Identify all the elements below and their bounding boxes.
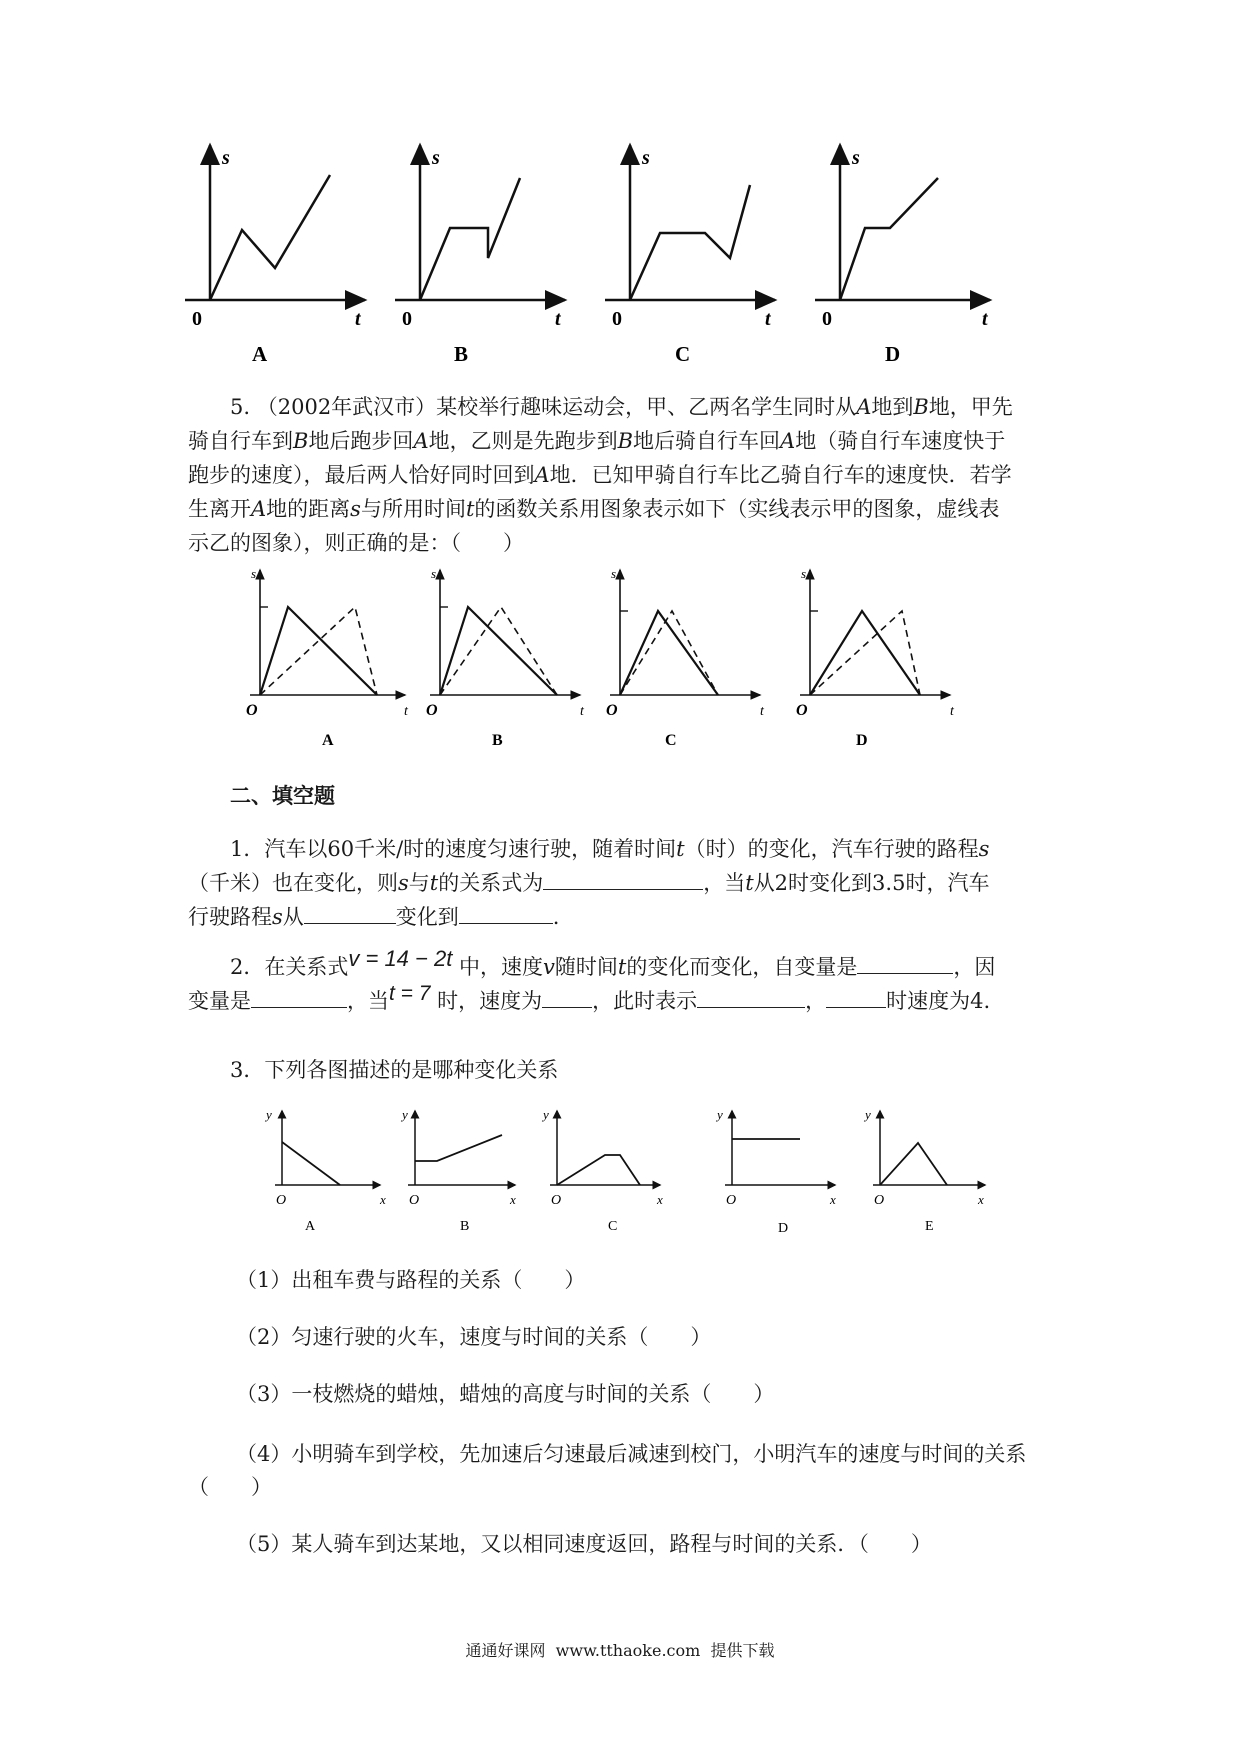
origin-label: 0 [822,308,832,330]
svg-text:O: O [796,702,808,719]
q3-graphs [250,1105,1010,1235]
top-graphs [180,140,1080,370]
svg-text:O: O [246,702,258,719]
answer-blank-speed[interactable] [542,987,592,1008]
svg-text:y: y [402,1107,408,1122]
svg-text:y: y [543,1107,549,1122]
q3-label-d: D [778,1221,789,1235]
q3-item-1: （1）出租车费与路程的关系（ ） [236,1268,586,1292]
q5-graph-c [606,566,765,749]
q3-graph-a [264,1107,386,1234]
q5-label-a: A [322,732,334,749]
q5-label-d: D [856,732,868,749]
q5-graphs [240,560,1020,760]
svg-text:O: O [409,1193,420,1208]
answer-blank-relation[interactable] [543,869,703,890]
q3-label-a: A [305,1219,316,1234]
svg-text:x: x [657,1192,663,1207]
q3-item-4-paren: （ ） [188,1475,272,1499]
svg-text:x: x [978,1192,984,1207]
answer-blank-to[interactable] [459,903,553,924]
q5-line-5: 示乙的图象），则正确的是：（ ） [188,531,524,555]
q5-graph-a [246,566,409,749]
fill-question-1: 1．汽车以60千米/时的速度匀速行驶，随着时间t（时）的变化，汽车行驶的路程s （千米）也在变化，则s与t的关系式为 ，当t从2时变化到3.5时，汽车 行驶路程s从 变化到 . [188,837,990,929]
footer-credit: 通通好课网 www.tthaoke.com 提供下载 [465,1641,775,1660]
answer-blank-from[interactable] [304,903,396,924]
q5-line-2: 骑自行车到B地后跑步回A地，乙则是先跑步到B地后骑自行车回A地（骑自行车速度快于 [188,429,1006,453]
answer-blank-dependent[interactable] [251,987,347,1008]
axis-s-label: s [852,147,860,169]
q5-line-3: 跑步的速度），最后两人恰好同时回到A地．已知甲骑自行车比乙骑自行车的速度快．若学 [188,463,1012,487]
axis-t-label: t [765,308,771,330]
axis-s-label: s [642,147,650,169]
q5-line-4: 生离开A地的距离s与所用时间t的函数关系用图象表示如下（实线表示甲的图象，虚线表 [188,497,1000,521]
q3-graph-e [863,1107,985,1234]
answer-blank-independent[interactable] [857,953,953,974]
svg-text:O: O [726,1193,737,1208]
q3-graph-c [541,1107,663,1234]
svg-text:s: s [251,566,257,581]
q3-label-e: E [925,1219,934,1234]
q5-line-1: 5. （2002年武汉市）某校举行趣味运动会，甲、乙两名学生同时从A地到B地，甲先 [230,395,1013,419]
svg-text:O: O [874,1193,885,1208]
svg-text:x: x [830,1192,836,1207]
svg-text:y: y [266,1107,272,1122]
graph-label-c: C [675,342,691,366]
svg-text:O: O [276,1193,287,1208]
graph-label-d: D [885,342,901,366]
graph-label-a: A [252,342,268,366]
q5-label-b: B [492,732,503,749]
axis-s-label: s [222,147,230,169]
q3-graph-b [400,1107,516,1234]
svg-text:s: s [611,566,617,581]
svg-text:t: t [580,704,584,719]
svg-text:O: O [551,1193,562,1208]
svg-text:y: y [865,1107,871,1122]
svg-text:t: t [760,704,764,719]
svg-text:y: y [717,1107,723,1122]
q3-item-2: （2）匀速行驶的火车，速度与时间的关系（ ） [236,1325,712,1349]
origin-label: 0 [402,308,412,330]
q3-label-b: B [460,1219,470,1234]
top-graph-a [185,145,365,366]
top-graph-c [605,145,775,366]
top-graph-b [395,145,565,366]
svg-text:t: t [404,704,408,719]
answer-blank-time[interactable] [826,987,886,1008]
answer-blank-meaning[interactable] [697,987,805,1008]
fill-question-3-title: 3．下列各图描述的是哪种变化关系 [230,1058,559,1082]
formula: v = 14 − 2t [348,946,453,971]
axis-s-label: s [432,147,440,169]
origin-label: 0 [192,308,202,330]
axis-t-label: t [555,308,561,330]
question-5 [188,390,1058,560]
origin-label: 0 [612,308,622,330]
fill-question-2: 2．在关系式v = 14 − 2t 中，速度v随时间t的变化而变化，自变量是 ，因 变量是 ，当t = 7 时，速度为 ，此时表示 ， 时速度为4. [188,946,996,1013]
q3-item-3: （3）一枝燃烧的蜡烛，蜡烛的高度与时间的关系（ ） [236,1382,775,1406]
svg-text:s: s [431,566,437,581]
svg-text:O: O [606,702,618,719]
q5-graph-d [796,566,955,749]
graph-label-b: B [454,342,469,366]
section-fill-blank-heading: 二、填空题 [230,783,335,808]
q3-item-5: （5）某人骑车到达某地，又以相同速度返回，路程与时间的关系．（ ） [236,1532,932,1556]
svg-text:O: O [426,702,438,719]
axis-t-label: t [982,308,988,330]
q3-item-4: （4）小明骑车到学校，先加速后匀速最后减速到校门，小明汽车的速度与时间的关系 [236,1442,1027,1466]
svg-text:s: s [801,566,807,581]
svg-text:t: t [950,704,954,719]
svg-text:x: x [380,1192,386,1207]
q5-graph-b [426,566,585,749]
svg-text:x: x [510,1192,516,1207]
axis-t-label: t [355,308,361,330]
q3-label-c: C [608,1219,618,1234]
top-graph-d [815,145,990,366]
q5-label-c: C [665,732,677,749]
q3-graph-d [715,1107,836,1235]
